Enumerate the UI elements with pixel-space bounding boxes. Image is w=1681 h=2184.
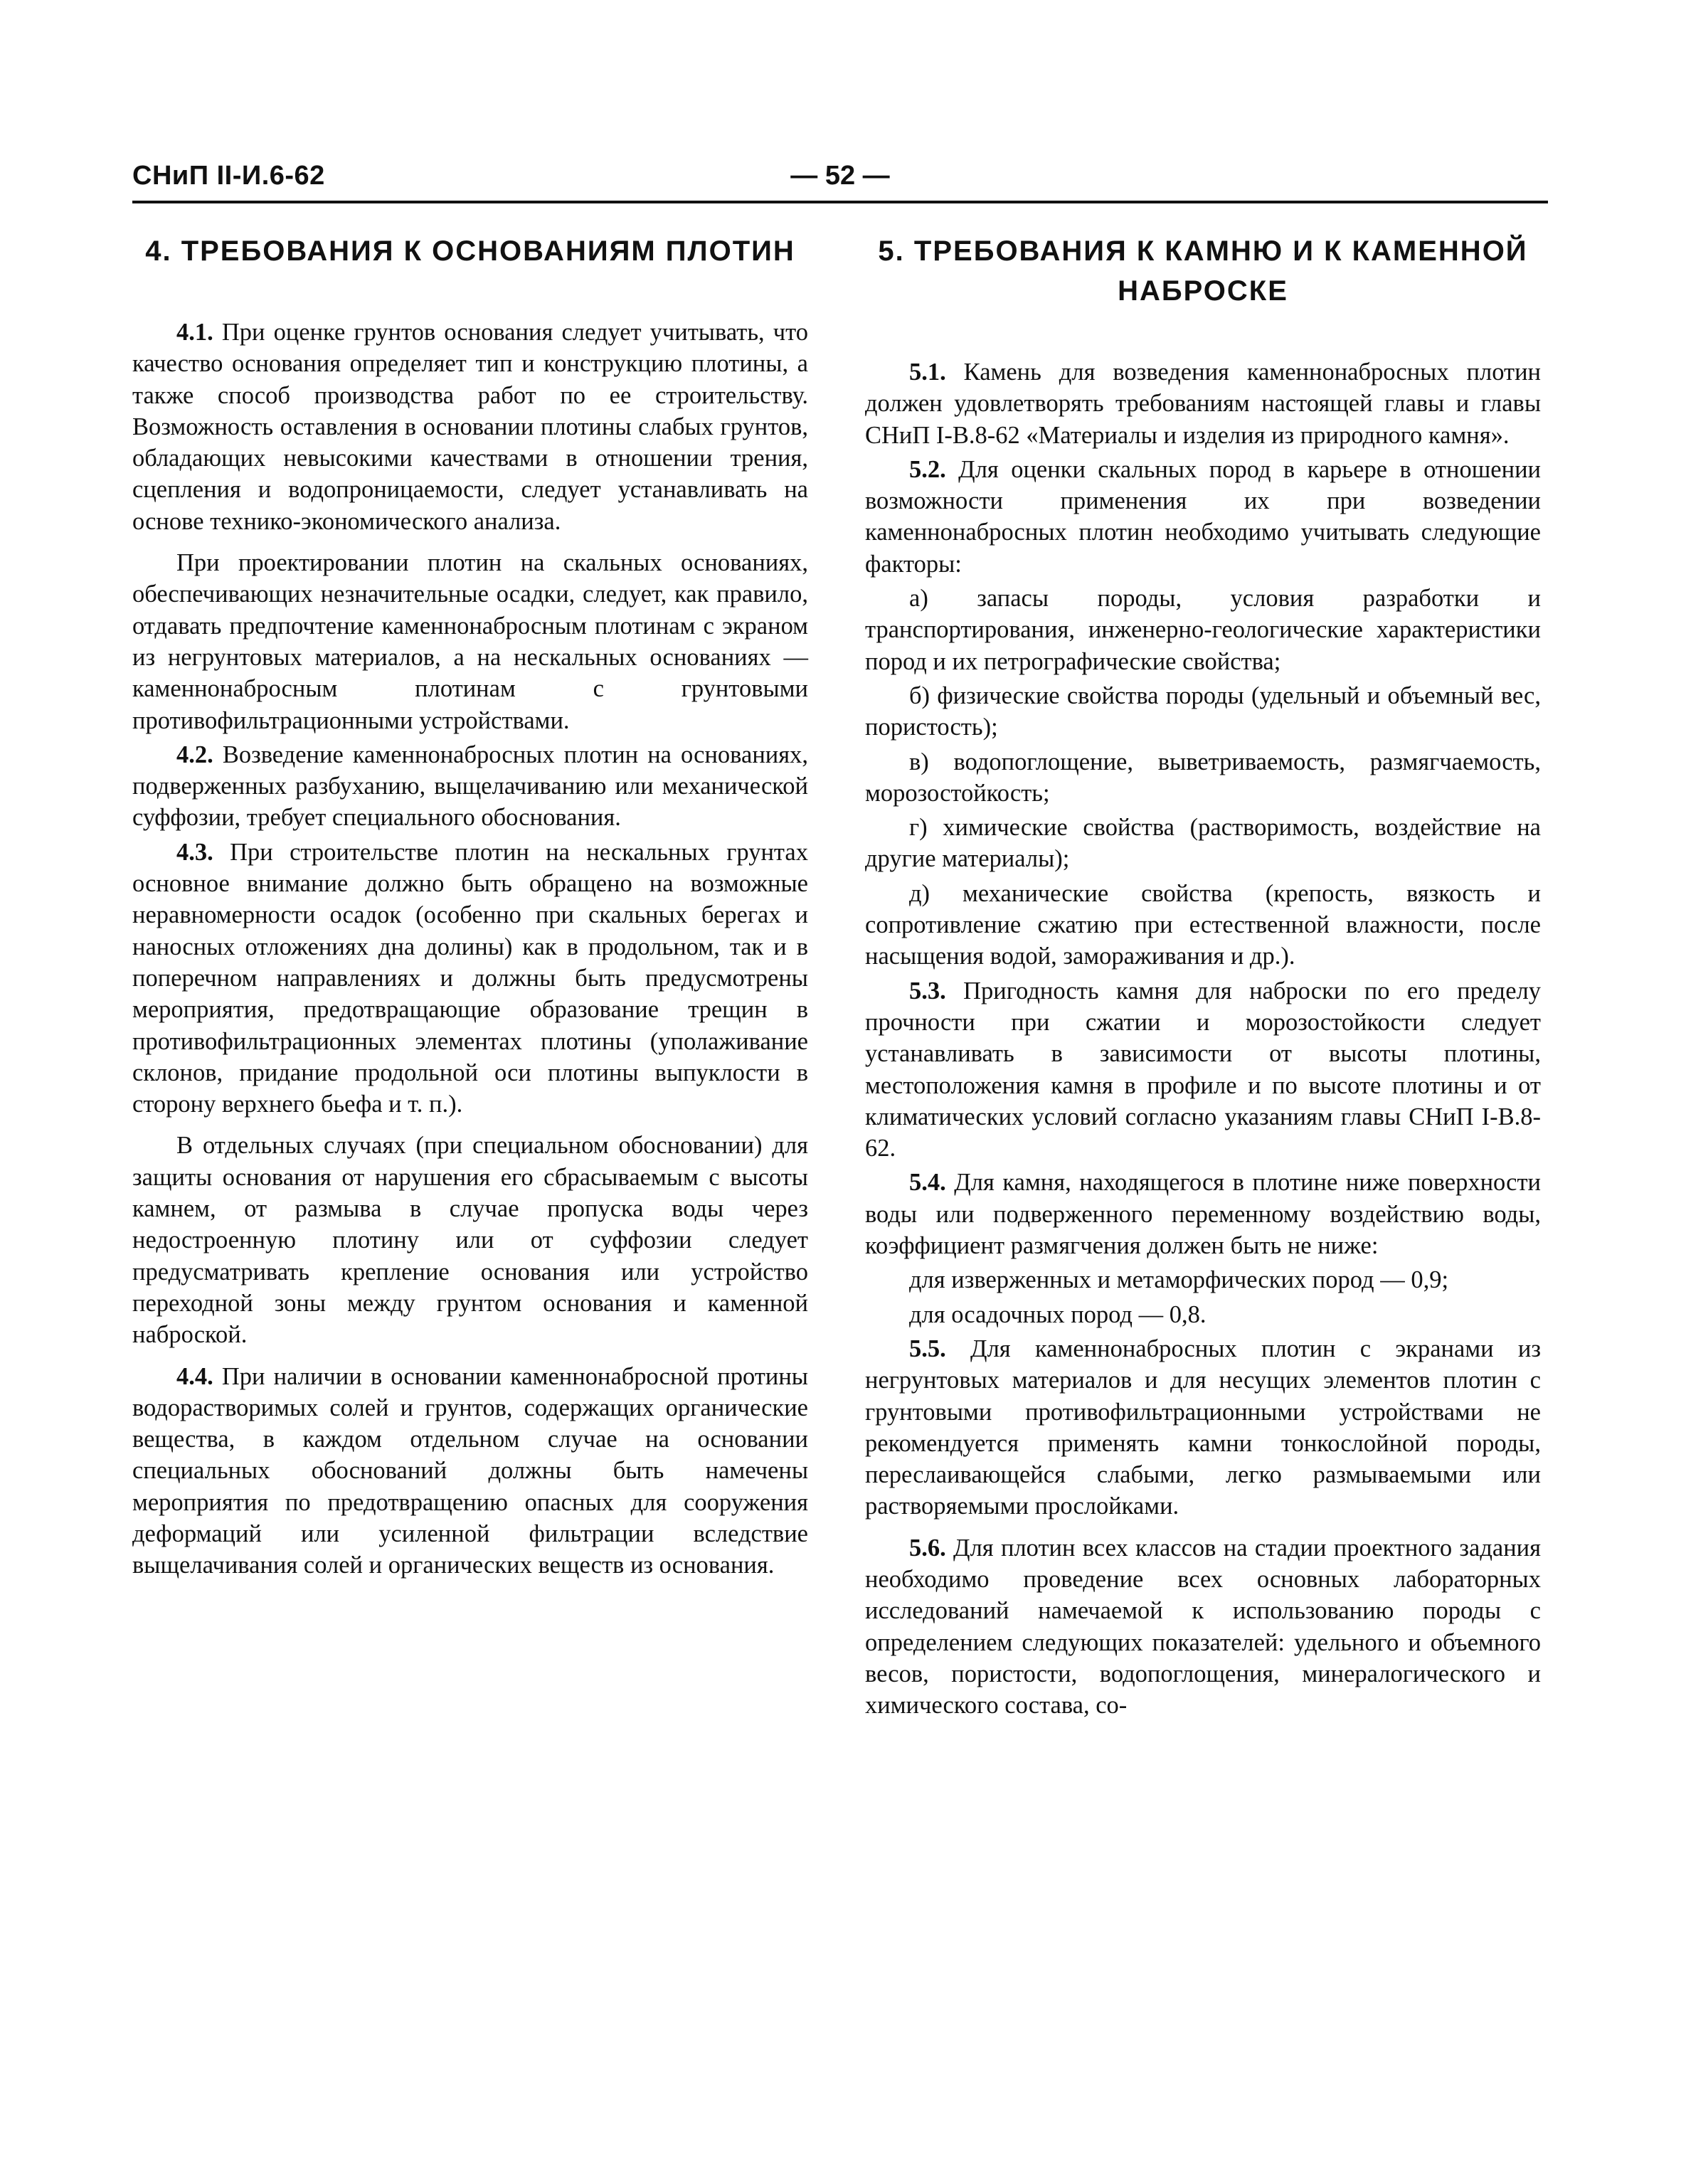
paragraph-5-4: 5.4. Для камня, находящегося в плотине ниже поверхности воды или подверженного переменному воздействию воды, коэффициент размягчения должен быть не ниже:: [865, 1169, 1541, 1260]
section-title-4: 4. ТРЕБОВАНИЯ К ОСНОВАНИЯМ ПЛОТИН: [145, 235, 795, 267]
header-rule: [132, 201, 1548, 203]
paragraph-5-2: 5.2. Для оценки скальных пород в карьере в отношении возможности применения их при возведении каменнонабросных плотин необходимо учитывать следующие факторы:: [865, 455, 1541, 578]
list-item-a: а) запасы породы, условия разработки и транспортирования, инженерно-геологические характеристики пород и их петрографические свойства;: [865, 585, 1541, 675]
document-code: СНиП II-И.6-62: [132, 161, 325, 191]
list-item-d: д) механические свойства (крепость, вязкость и сопротивление сжатию при естественной влажности, после насыщения водой, замораживания и др.).: [865, 879, 1541, 970]
paragraph-5-1: 5.1. Камень для возведения каменнонабросных плотин должен удовлетворять требованиям настоящей главы и главы СНиП I-В.8-62 «Материалы и изделия из природного камня».: [865, 359, 1541, 449]
coefficient-igneous: для изверженных и метаморфических пород — 0,9;: [909, 1266, 1449, 1294]
list-item-g: г) химические свойства (растворимость, воздействие на другие материалы);: [865, 814, 1541, 873]
page-number: — 52 —: [790, 161, 890, 191]
section-title-5: 5. ТРЕБОВАНИЯ К КАМНЮ И К КАМЕННОЙ НАБРОСКЕ: [878, 235, 1528, 307]
right-column: [865, 231, 1541, 1721]
paragraph-5-3: 5.3. Пригодность камня для наброски по его пределу прочности при сжатии и морозостойкости следует устанавливать в зависимости от высоты плотины, местоположения камня в профиле и по высоте плотины и от климатических условий согласно указаниям главы СНиП I-В.8-62.: [865, 977, 1541, 1162]
paragraph-4-1: 4.1. При оценке грунтов основания следует учитывать, что качество основания определяет тип и конструкцию плотины, а также способ производства работ по ее строительству. Возможность оставления в основании плотины слабых грунтов, обладающих невысокими качествами в отношении трения, сцепления и водопроницаемости, следует устанавливать на основе технико-экономического анализа.: [132, 319, 808, 535]
paragraph-4-2: 4.2. Возведение каменнонабросных плотин на основаниях, подверженных разбуханию, выщелачиванию или механической суффозии, требует специального обоснования.: [132, 741, 808, 832]
list-item-v: в) водопоглощение, выветриваемость, размягчаемость, морозостойкость;: [865, 748, 1541, 807]
paragraph-4-4: 4.4. При наличии в основании каменнонабросной протины водорастворимых солей и грунтов, содержащих органические вещества, в каждом отдельном случае на основании специальных обоснований должны быть намечены мероприятия по предотвращению опасных для сооружения деформаций или усиленной фильтрации вследствие выщелачивания солей и органических веществ из основания.: [132, 1362, 808, 1579]
paragraph-4-3-b: В отдельных случаях (при специальном обосновании) для защиты основания от нарушения его сбрасываемым с высоты камнем, от размыва в случае пропуска воды через недостроенную плотину или от суффозии следует предусматривать крепление основания или устройство переходной зоны между грунтом основания и каменной наброской.: [132, 1132, 808, 1349]
left-column: [132, 231, 808, 1581]
paragraph-4-3: 4.3. При строительстве плотин на нескальных грунтах основное внимание должно быть обращено на возможные неравномерности осадок (особенно при скальных берегах и наносных отложениях дна долины) как в продольном, так и в поперечном направлениях и должны быть предусмотрены мероприятия, предотвращающие образование трещин в противофильтрационных элементах плотины (уполаживание склонов, придание продольной оси плотины выпуклости в сторону верхнего бьефа и т. п.).: [132, 838, 808, 1118]
paragraph-5-5: 5.5. Для каменнонабросных плотин с экранами из негрунтовых материалов и для несущих элементов плотин с грунтовыми противофильтрационными устройствами не рекомендуется применять камни тонкослойной породы, переслаивающейся слабыми, легко размываемыми или растворяемыми прослойками.: [865, 1335, 1541, 1520]
coefficient-sedimentary: для осадочных пород — 0,8.: [909, 1300, 1207, 1328]
paragraph-4-1-b: При проектировании плотин на скальных основаниях, обеспечивающих незначительные осадки, следует, как правило, отдавать предпочтение каменнонабросным плотинам с экраном из негрунтовых материалов, а на нескальных основаниях — каменнонабросным плотинам с грунтовыми противофильтрационными устройствами.: [132, 549, 808, 734]
paragraph-5-6: 5.6. Для плотин всех классов на стадии проектного задания необходимо проведение всех основных лабораторных исследований намечаемой к использованию породы с определением следующих показателей: удельного и объемного весов, пористости, водопоглощения, минералогического и химического состава, со-: [865, 1534, 1541, 1719]
list-item-b: б) физические свойства породы (удельный и объемный вес, пористость);: [865, 682, 1541, 741]
